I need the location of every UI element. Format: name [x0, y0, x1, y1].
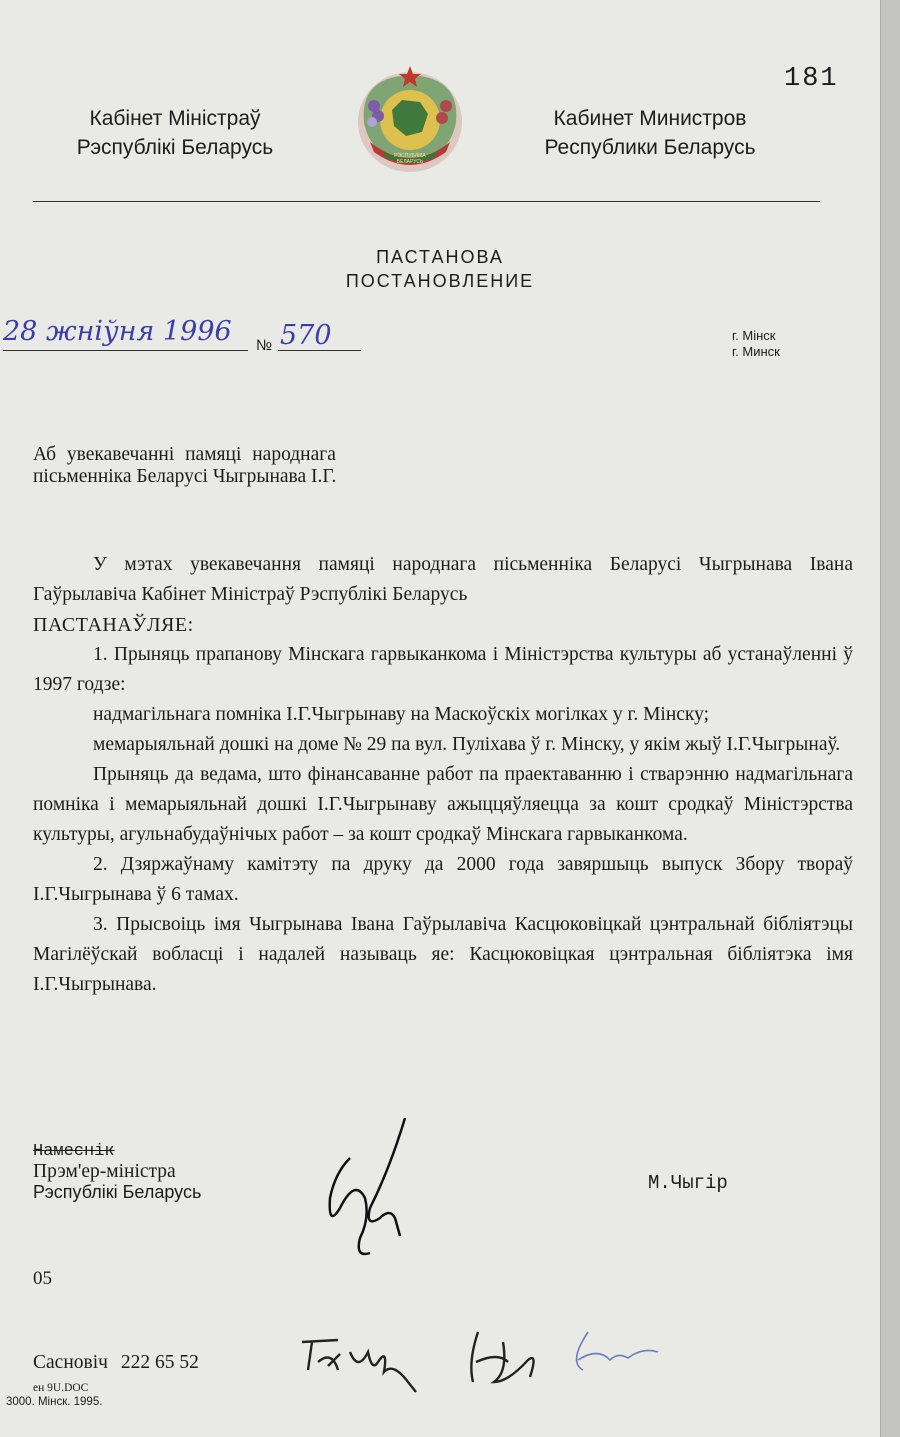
number-label: № [256, 337, 273, 354]
executor-line [33, 1352, 199, 1374]
decree-word: ПАСТАНАЎЛЯЕ: [33, 614, 194, 636]
resolution-body [33, 550, 853, 1000]
executor-phone: 222 65 52 [120, 1352, 199, 1373]
item-1-financing: Прыняць да ведама, што фінансаванне работ па праектаванню і стварэнню надмагільнага помніка і мемарыяльнай дошкі І.Г.Чыгрынаву ажыццяўляецца за кошт сродкаў Міністэрства культуры, агульнабудаўнічых работ – за кошт сродкаў Мінскага гарвыканкома. [33, 764, 853, 845]
file-reference: ен 9U.DOC [33, 1382, 89, 1394]
header-divider [33, 201, 820, 202]
subject-line1: Аб увекавечанні памяці народнага [33, 444, 336, 465]
place-belarusian: г. Мінск [732, 328, 776, 343]
state-emblem [350, 62, 470, 177]
header-left [40, 104, 310, 162]
doc-type-russian: ПОСТАНОВЛЕНИЕ [345, 271, 535, 291]
signatory-title-line1: Прэм'ер-міністра [33, 1161, 176, 1182]
signature-image [310, 1118, 430, 1268]
place-russian: г. Минск [732, 344, 780, 359]
header-right-line1: Кабинет Министров [553, 107, 747, 130]
handwritten-date: 28 жніўня 1996 [3, 316, 232, 347]
header-right-line2: Республики Беларусь [544, 136, 756, 159]
item-1: 1. Прыняць прапанову Мінскага гарвыканкома і Міністэрства культуры аб устанаўленні ў 1997 годзе: [33, 644, 853, 695]
header-left-line2: Рэспублікі Беларусь [76, 136, 274, 159]
item-2: 2. Дзяржаўнаму камітэту па друку да 2000 года завяршыць выпуск Збору твораў І.Г.Чыгрынава ў 6 тамах. [33, 854, 853, 905]
visa-signatures [298, 1322, 678, 1402]
item-3: 3. Прысвоіць імя Чыгрынава Івана Гаўрылавіча Касцюковіцкай цэнтральнай бібліятэцы Магілёўскай вобласці і надалей называць яе: Касцюковіцкая цэнтральная бібліятэка імя І.Г.Чыгрынава. [33, 914, 853, 995]
intro-paragraph: У мэтах увекавечання памяці народнага пісьменніка Беларусі Чыгрынава Івана Гаўрылавіча Кабінет Міністраў Рэспублікі Беларусь [33, 554, 853, 605]
signatory-title [33, 1142, 201, 1202]
header-right [515, 104, 785, 162]
doc-type-belarusian: ПАСТАНОВА [376, 247, 504, 267]
number-underline [278, 350, 361, 351]
subject [33, 444, 336, 488]
subject-line2: пісьменніка Беларусі Чыгрынава І.Г. [33, 466, 337, 487]
print-info: 3000. Мінск. 1995. [6, 1396, 103, 1408]
archive-page-number: 181 [784, 64, 839, 94]
handwritten-number: 570 [280, 320, 332, 351]
page-edge [880, 0, 900, 1437]
struck-title: Намеснік [33, 1142, 115, 1161]
copies-count: 05 [33, 1268, 52, 1289]
header-left-line1: Кабінет Міністраў [89, 107, 261, 130]
signatory-name: М.Чыгір [648, 1172, 728, 1194]
executor-name: Сасновіч [33, 1352, 108, 1373]
item-1-monument: надмагільнага помніка І.Г.Чыгрынаву на Маскоўскіх могілках у г. Мінску; [93, 704, 710, 725]
place [732, 328, 780, 360]
signatory-title-line2: Рэспублікі Беларусь [33, 1182, 202, 1202]
date-underline [3, 350, 248, 351]
item-1-plaque: мемарыяльнай дошкі на доме № 29 па вул. Пуліхава ў г. Мінску, у якім жыў І.Г.Чыгрынаў. [93, 734, 841, 755]
emblem-ribbon-text: РЭСПУБЛІКА БЕЛАРУСЬ [394, 153, 426, 165]
